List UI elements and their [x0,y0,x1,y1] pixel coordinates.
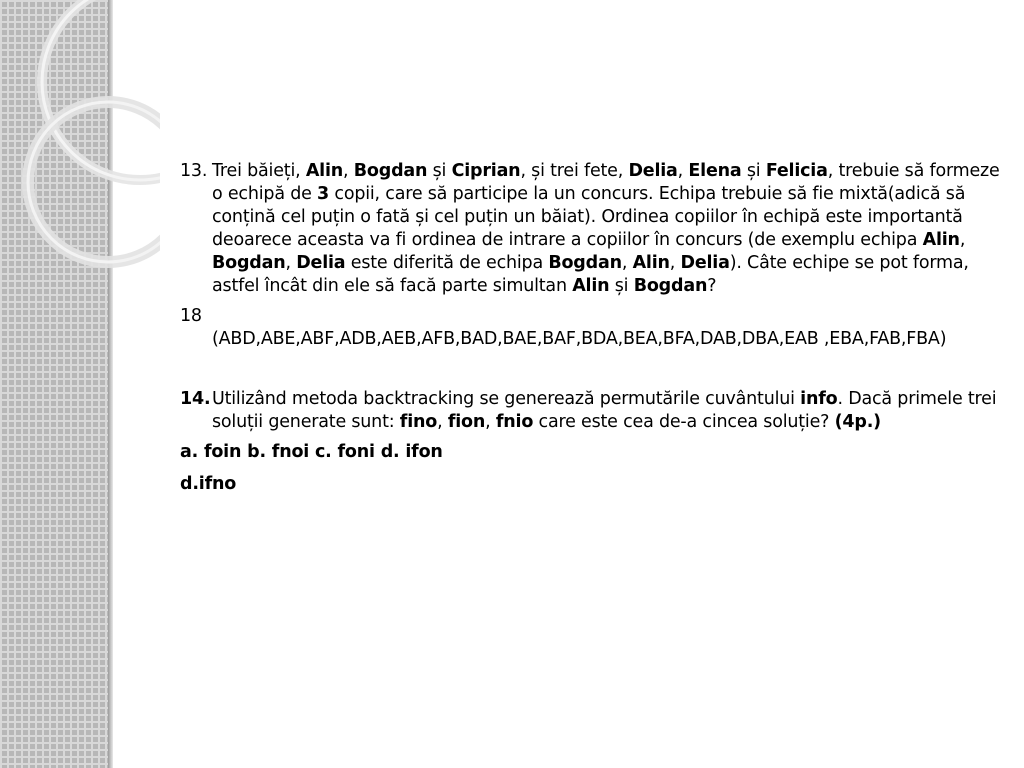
answer-13 [180,305,1000,351]
punctuation: , [343,161,354,181]
name-bold: Delia [680,253,730,273]
options-14 [180,441,1000,464]
answer-value: d.ifno [180,474,237,494]
punctuation: , [677,161,689,181]
name-bold: Alin [922,230,960,250]
punctuation: , [621,253,633,273]
number-bold: 3 [317,184,330,204]
spacer [180,358,1000,388]
question-14 [180,388,1000,434]
answer-14 [180,473,1000,496]
name-bold: Elena [688,161,742,181]
name-bold: Delia [296,253,346,273]
question-text: și [609,276,634,296]
answer-list: (ABD,ABE,ABF,ADB,AEB,AFB,BAD,BAE,BAF,BDA,BEA,BFA,DAB,DBA,EAB ,EBA,FAB,FBA) [212,329,947,349]
answer-options: a. foin b. fnoi c. foni d. ifon [180,442,443,462]
decorative-swirl-graphic [0,0,160,300]
answer-value: 18 [180,306,202,326]
question-text: , și trei fete, [520,161,629,181]
punctuation: , [669,253,681,273]
name-bold: Alin [305,161,344,181]
question-text: Utilizând metoda backtracking se generează permutările cuvântului [212,389,801,409]
question-text: . Dacă primele trei soluții generate sunt: [212,389,997,432]
solution-bold: fion [447,412,486,432]
question-13 [180,160,1000,298]
name-bold: Delia [628,161,678,181]
solution-bold: fnio [495,412,534,432]
name-bold: Bogdan [353,161,428,181]
question-text: care este cea de-a cincea soluție? [533,412,835,432]
question-text: este diferită de echipa [345,253,549,273]
name-bold: Bogdan [212,253,286,273]
punctuation: , [437,412,448,432]
name-bold: Felicia [765,161,828,181]
punctuation: ? [707,276,717,296]
name-bold: Ciprian [451,161,521,181]
question-number: 14. [180,389,211,409]
question-text: copii, care să participe la un concurs. Echipa trebuie să fie mixtă(adică să conțină cel puțin o fată și cel puțin un băiat). Ordinea copiilor în echipă este importantă deoarece aceasta va fi ordinea de intrare a copiilor în concurs (de exemplu echipa [212,184,966,250]
points-bold: (4p.) [834,412,881,432]
question-number: 13. [180,161,208,181]
name-bold: Alin [632,253,670,273]
question-text: și [741,161,766,181]
word-bold: info [800,389,838,409]
question-text: ). Câte echipe se pot forma, astfel încât din ele să facă parte simultan [212,253,969,296]
name-bold: Alin [572,276,610,296]
question-text: și [427,161,452,181]
solution-bold: fino [399,412,438,432]
punctuation: , [485,412,496,432]
name-bold: Bogdan [548,253,622,273]
punctuation: , [959,230,966,250]
punctuation: , [285,253,297,273]
question-text: Trei băieți, [212,161,306,181]
slide-content [180,160,1000,505]
name-bold: Bogdan [633,276,708,296]
question-text: , trebuie să formeze o echipă de [212,161,1000,204]
